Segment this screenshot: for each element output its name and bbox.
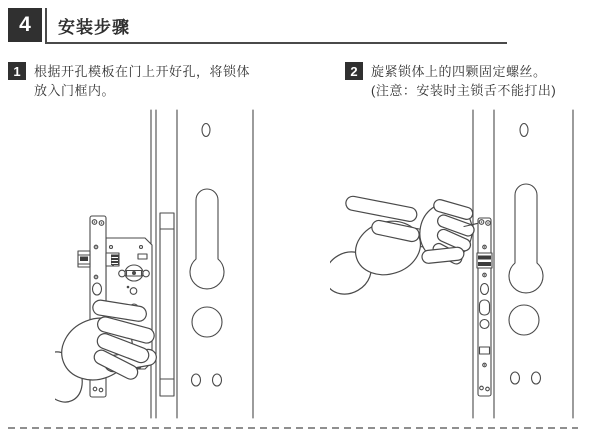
step-1-illustration [55,105,305,425]
latch-bolt [78,251,90,267]
handle-keyhole-cutout [509,184,543,293]
step-2-note: (注意：安装时主锁舌不能打出) [371,83,557,98]
installer-hands-icon [330,195,477,302]
step-2-number-badge: 2 [345,62,363,80]
installed-lock-faceplate [477,218,492,396]
section-number-badge: 4 [8,8,42,42]
bottom-screw-hole [532,372,541,384]
dashed-cut-line [0,424,600,432]
step-2-illustration [330,105,585,425]
bottom-screw-hole [192,374,201,386]
bottom-screw-hole [511,372,520,384]
mortise-slot-cutout [160,213,174,396]
latch-bolt [477,253,492,268]
handle-keyhole-cutout [190,189,224,289]
top-screw-hole [520,124,528,137]
step-1-text: 根据开孔模板在门上开好孔，将锁体放入门框内。 [34,64,251,98]
cylinder-hole [192,307,222,337]
step-2-text: 旋紧锁体上的四颗固定螺丝。 [371,64,547,79]
left-hand [330,195,427,302]
cylinder-hole [509,305,539,335]
section-title: 安装步骤 [58,18,130,37]
index-finger [345,195,418,222]
door-panel [151,110,253,418]
bottom-screw-hole [213,374,222,386]
right-hand [415,198,478,266]
top-screw-hole [202,124,210,137]
step-1-number-badge: 1 [8,62,26,80]
